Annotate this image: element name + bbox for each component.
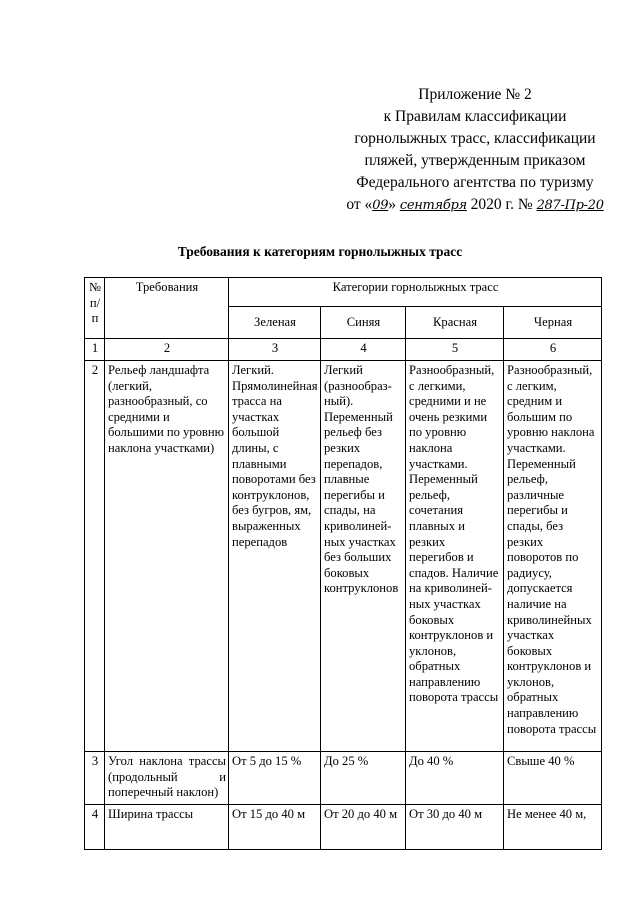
annex-line-4: пляжей, утвержденным приказом [364,152,586,169]
header-blue: Синяя [321,307,406,339]
row-num: 4 [85,805,105,850]
column-numbers-row [85,339,602,361]
date-year: 2020 г. № [470,196,533,213]
table-row [85,805,602,850]
cell-blue: От 20 до 40 м [321,805,406,850]
header-red: Красная [406,307,504,339]
col-number-2: 2 [105,339,229,361]
row-requirement: Угол наклона трассы (продольный и поперечный наклон) [105,752,229,805]
requirements-table [84,277,602,850]
header-categories: Категории горнолыжных трасс [229,278,602,307]
col-number-4: 4 [321,339,406,361]
cell-red: До 40 % [406,752,504,805]
header-black: Черная [504,307,602,339]
cell-red: От 30 до 40 м [406,805,504,850]
header-row-1 [85,278,602,307]
header-num: № п/п [85,278,105,339]
row-requirement: Ширина трассы [105,805,229,850]
date-month-handwritten: сентября [399,198,467,213]
col-number-6: 6 [504,339,602,361]
cell-blue: До 25 % [321,752,406,805]
cell-blue: Легкий (разнообраз-ный). Переменный рельеф без резких перепадов, плавные перегибы и спады, на криволиней-ных участках без больших боковых контруклонов [321,361,406,752]
date-mid: » [388,196,396,213]
annex-line-3: горнолыжных трасс, классификации [354,130,596,147]
annex-date-line [330,194,620,217]
date-day-handwritten: 09 [372,198,389,213]
annex-line-2: к Правилам классификации [383,108,567,125]
order-number-handwritten: 287-Пр-20 [536,198,604,213]
cell-green: Легкий. Прямолинейная трасса на участках большой длины, с плавными поворотами без контруклонов, без бугров, ям, выраженных перепадов [229,361,321,752]
cell-green: От 15 до 40 м [229,805,321,850]
cell-black: Свыше 40 % [504,752,602,805]
annex-line-5: Федерального агентства по туризму [356,174,594,191]
cell-red: Разнообразный, с легкими, средними и не очень резкими по уровню наклона участками. Переменный рельеф, сочетания плавных и резких перегибов и спадов. Наличие на криволиней-ных участках боковых контруклонов и уклонов, обратных направлению поворота трассы [406,361,504,752]
col-number-5: 5 [406,339,504,361]
annex-header [330,84,620,217]
table-row [85,361,602,752]
cell-green: От 5 до 15 % [229,752,321,805]
row-num: 3 [85,752,105,805]
annex-line-1: Приложение № 2 [418,86,532,103]
header-requirements: Требования [105,278,229,339]
cell-black: Разнообразный, с легким, средним и большим по уровню наклона участками. Переменный рельеф, различные перегибы и спады, без резких поворотов по радиусу, допускается наличие на криволинейных участках боковых контруклонов и уклонов, обратных направлению поворота трассы [504,361,602,752]
cell-black: Не менее 40 м, [504,805,602,850]
row-requirement: Рельеф ландшафта (легкий, разнообразный, со средними и большими по уровню наклона участками) [105,361,229,752]
header-green: Зеленая [229,307,321,339]
row-num: 2 [85,361,105,752]
col-number-1: 1 [85,339,105,361]
document-title: Требования к категориям горнолыжных трасс [177,244,463,259]
date-prefix: от « [346,196,373,213]
col-number-3: 3 [229,339,321,361]
table-row [85,752,602,805]
